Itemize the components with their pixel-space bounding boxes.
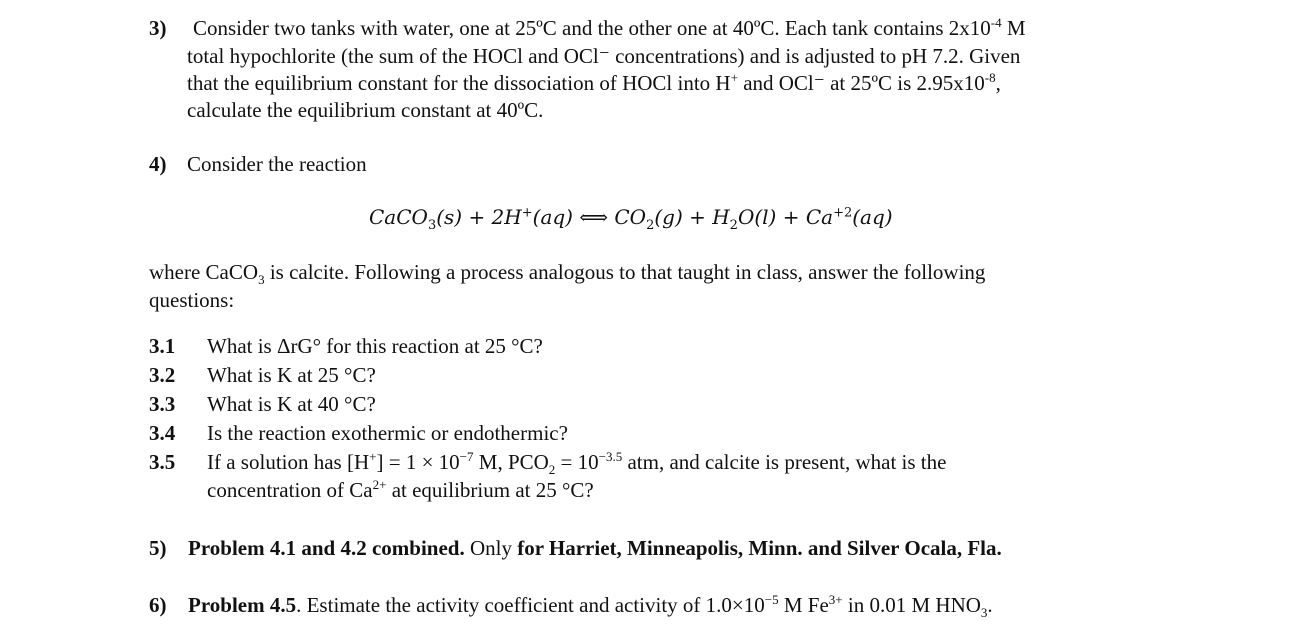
q4-intro: Consider the reaction: [187, 152, 367, 176]
q3-line-4: calculate the equilibrium constant at 40ºC.: [187, 98, 544, 122]
q3-line-3: that the equilibrium constant for the dissociation of HOCl into H+ and OCl⁻ at 25ºC is $2.95x10^{-8}$,: [187, 70, 1001, 95]
item-text: What is K at 40 °C?: [207, 392, 376, 416]
item-5-line-2: concentration of $Ca^{2+}$ at equilibrium at 25 °C?: [207, 477, 594, 502]
item-text: What is ΔrG° for this reaction at 25 °C?: [207, 334, 543, 358]
item-text: Is the reaction exothermic or endothermic?: [207, 421, 568, 445]
q4-number: 4): [149, 152, 167, 176]
q3-line-2: total hypochlorite (the sum of the HOCl and OCl⁻ concentrations) and is adjusted to pH 7.2. Given: [187, 44, 1021, 68]
q6-number: 6): [149, 593, 167, 617]
item-number: 3.2: [149, 363, 176, 387]
q3-number: 3): [149, 16, 167, 40]
item-number: 3.4: [149, 421, 176, 445]
q3-line-1: Consider two tanks with water, one at 25ºC and the other one at 40ºC. Each tank contains $2x10^{-4}$ M: [193, 15, 1026, 40]
item-number: 3.3: [149, 392, 176, 416]
q5-text: Problem 4.1 and 4.2 combined. Only for Harriet, Minneapolis, Minn. and Silver Ocala, Fla.: [188, 536, 1002, 560]
item-number: 3.5: [149, 450, 176, 474]
q4-where-line: where CaCO$_3$ is calcite. Following a process analogous to that taught in class, answer the following: [149, 260, 986, 288]
q6-text: Problem 4.5. Estimate the activity coefficient and activity of $1.0\times 10^{-5}$ M $Fe^{3+}$ in 0.01 M $HNO_3$.: [188, 592, 993, 621]
reaction-equation: CaCO$_3$(s) + 2H+(aq) ⟺ $CO_2(g) + H_2O(l) + Ca^{+2}(aq)$: [369, 205, 893, 233]
q5-number: 5): [149, 536, 167, 560]
item-text: What is K at 25 °C?: [207, 363, 376, 387]
q4-where-continued: questions:: [149, 288, 235, 312]
item-number: 3.1: [149, 334, 176, 358]
item-5-line-1: If a solution has $[H^+] = 1 \times 10^{-7}$ M, $PCO_2 = 10^{-3.5}$ atm, and calcite is present, what is the: [207, 449, 947, 478]
